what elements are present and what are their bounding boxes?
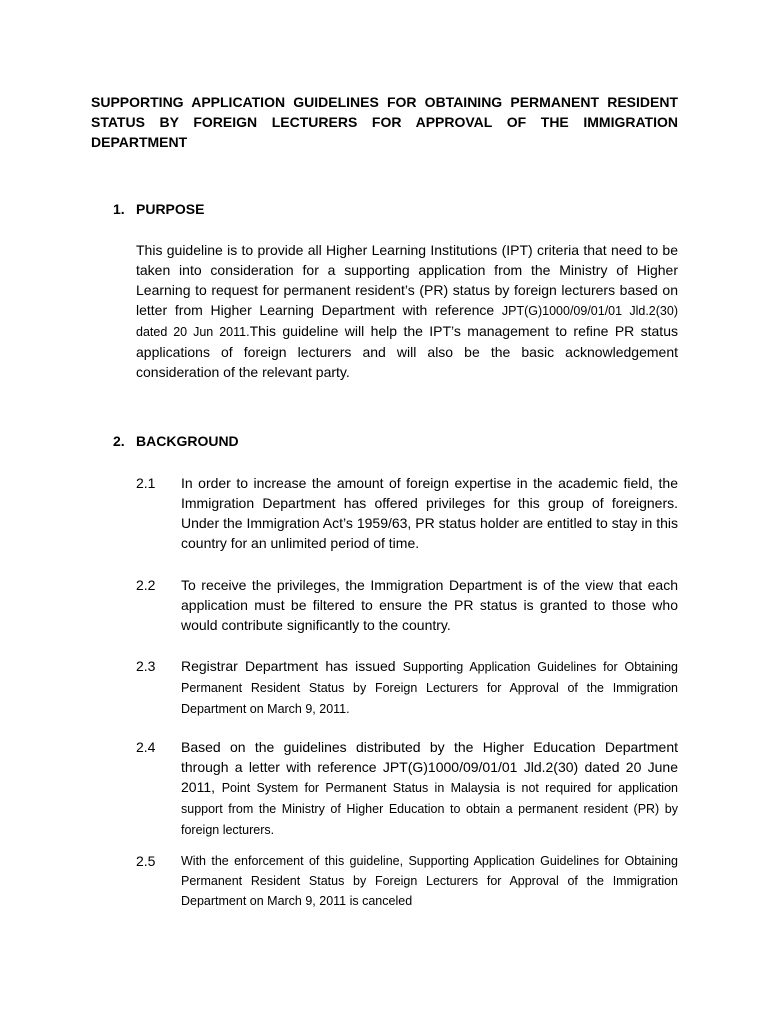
document-title: SUPPORTING APPLICATION GUIDELINES FOR OBTAINING PERMANENT RESIDENT STATUS BY FOREIGN LECTURERS FOR APPROVAL OF THE IMMIGRATION DEPARTMENT [91,94,678,150]
item-number: 2.1 [136,475,156,491]
background-item-2-1 [136,473,678,553]
item-text-small: Point System for Permanent Status in Malaysia is not required for application support from the Ministry of Higher Education to obtain a permanent resident (PR) by foreign lecturers. [181,781,678,837]
background-item-2-5 [136,851,678,911]
item-text-small: Supporting Application Guidelines for Obtaining Permanent Resident Status by Foreign Lecturers for Approval of the Immigration Department on March 9, 2011. [181,660,678,716]
purpose-paragraph [136,240,678,382]
item-text: In order to increase the amount of foreign expertise in the academic field, the Immigration Department has offered privileges for this group of foreigners. Under the Immigration Act’s 1959/63, PR status holder are entitled to stay in this country for an unlimited period of time. [181,475,678,551]
section-heading-purpose [113,199,204,219]
item-number: 2.4 [136,739,156,755]
section-number: 1. [113,201,125,217]
item-text-lead: Based on the guidelines distributed by the Higher Education Department through a letter with reference JPT(G)1000/09/01/01 Jld.2(30) dated 20 June 2011, [181,739,678,795]
background-item-2-3 [136,656,678,719]
item-number: 2.2 [136,577,156,593]
item-text: To receive the privileges, the Immigration Department is of the view that each application must be filtered to ensure the PR status is granted to those who would contribute significantly to the country. [181,577,678,633]
purpose-reference: JPT(G)1000/09/01/01 Jld.2(30) dated 20 Jun 2011. [136,304,678,339]
item-text-lead: Registrar Department has issued [181,658,403,674]
background-item-2-2 [136,575,678,635]
section-title: BACKGROUND [136,433,239,449]
item-number: 2.3 [136,658,156,674]
purpose-text-part1: This guideline is to provide all Higher Learning Institutions (IPT) criteria that need to be taken into consideration for a supporting application from the Ministry of Higher Learning to request for permanent resident’s (PR) status by foreign lecturers based on letter from Higher Learning Department with reference [136,242,678,318]
item-text [181,656,678,719]
item-text: With the enforcement of this guideline, Supporting Application Guidelines for Obtaining Permanent Resident Status by Foreign Lecturers for Approval of the Immigration Department on March 9, 2011 is canceled [181,854,678,908]
item-number: 2.5 [136,853,156,869]
item-text [181,737,678,840]
section-title: PURPOSE [136,201,205,217]
section-number: 2. [113,433,125,449]
purpose-text-part3: This guideline will help the IPT’s management to refine PR status applications of foreign lecturers and will also be the basic acknowledgement consideration of the relevant party. [136,323,678,380]
section-heading-background [113,431,239,451]
background-item-2-4 [136,737,678,840]
